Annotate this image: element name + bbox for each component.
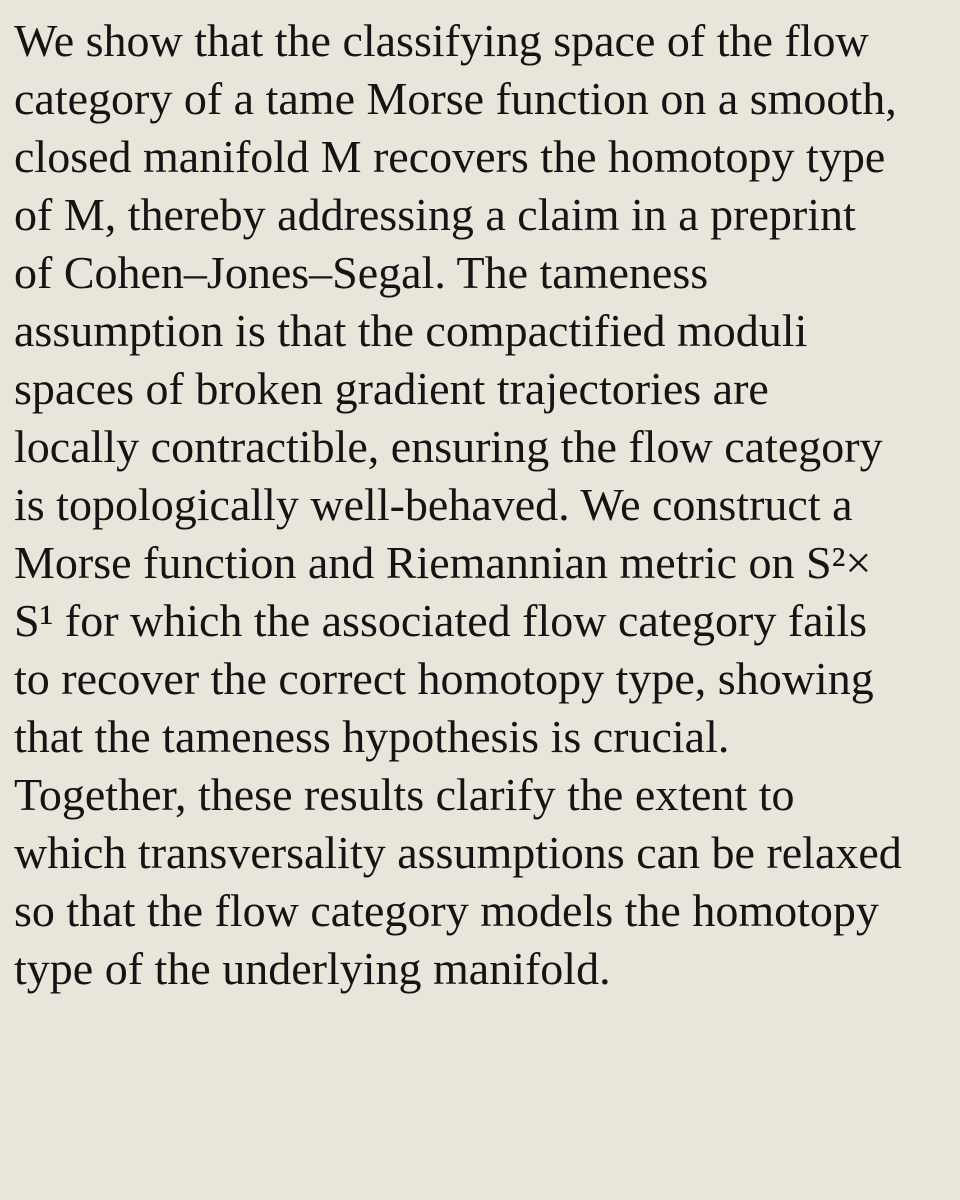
abstract-line-17: type of the underlying manifold. [14,943,611,994]
abstract-line-13: that the tameness hypothesis is crucial. [14,711,730,762]
abstract-line-12: to recover the correct homotopy type, showing [14,653,874,704]
abstract-line-11: S¹ for which the associated flow category fails [14,595,868,646]
abstract-line-10: Morse function and Riemannian metric on S²× [14,537,872,588]
abstract-line-4: of M, thereby addressing a claim in a preprint [14,189,856,240]
abstract-line-15: which transversality assumptions can be relaxed [14,827,902,878]
abstract-line-5: of Cohen–Jones–Segal. The tameness [14,247,709,298]
abstract-line-3: closed manifold M recovers the homotopy type [14,131,886,182]
abstract-line-7: spaces of broken gradient trajectories are [14,363,769,414]
abstract-line-8: locally contractible, ensuring the flow category [14,421,883,472]
abstract-line-1: We show that the classifying space of the flow [14,15,869,66]
abstract-line-16: so that the flow category models the homotopy [14,885,879,936]
abstract-line-14: Together, these results clarify the extent to [14,769,795,820]
abstract-line-2: category of a tame Morse function on a smooth, [14,73,897,124]
abstract-line-9: is topologically well-behaved. We construct a [14,479,853,530]
abstract-text [14,12,954,998]
abstract-line-6: assumption is that the compactified moduli [14,305,808,356]
